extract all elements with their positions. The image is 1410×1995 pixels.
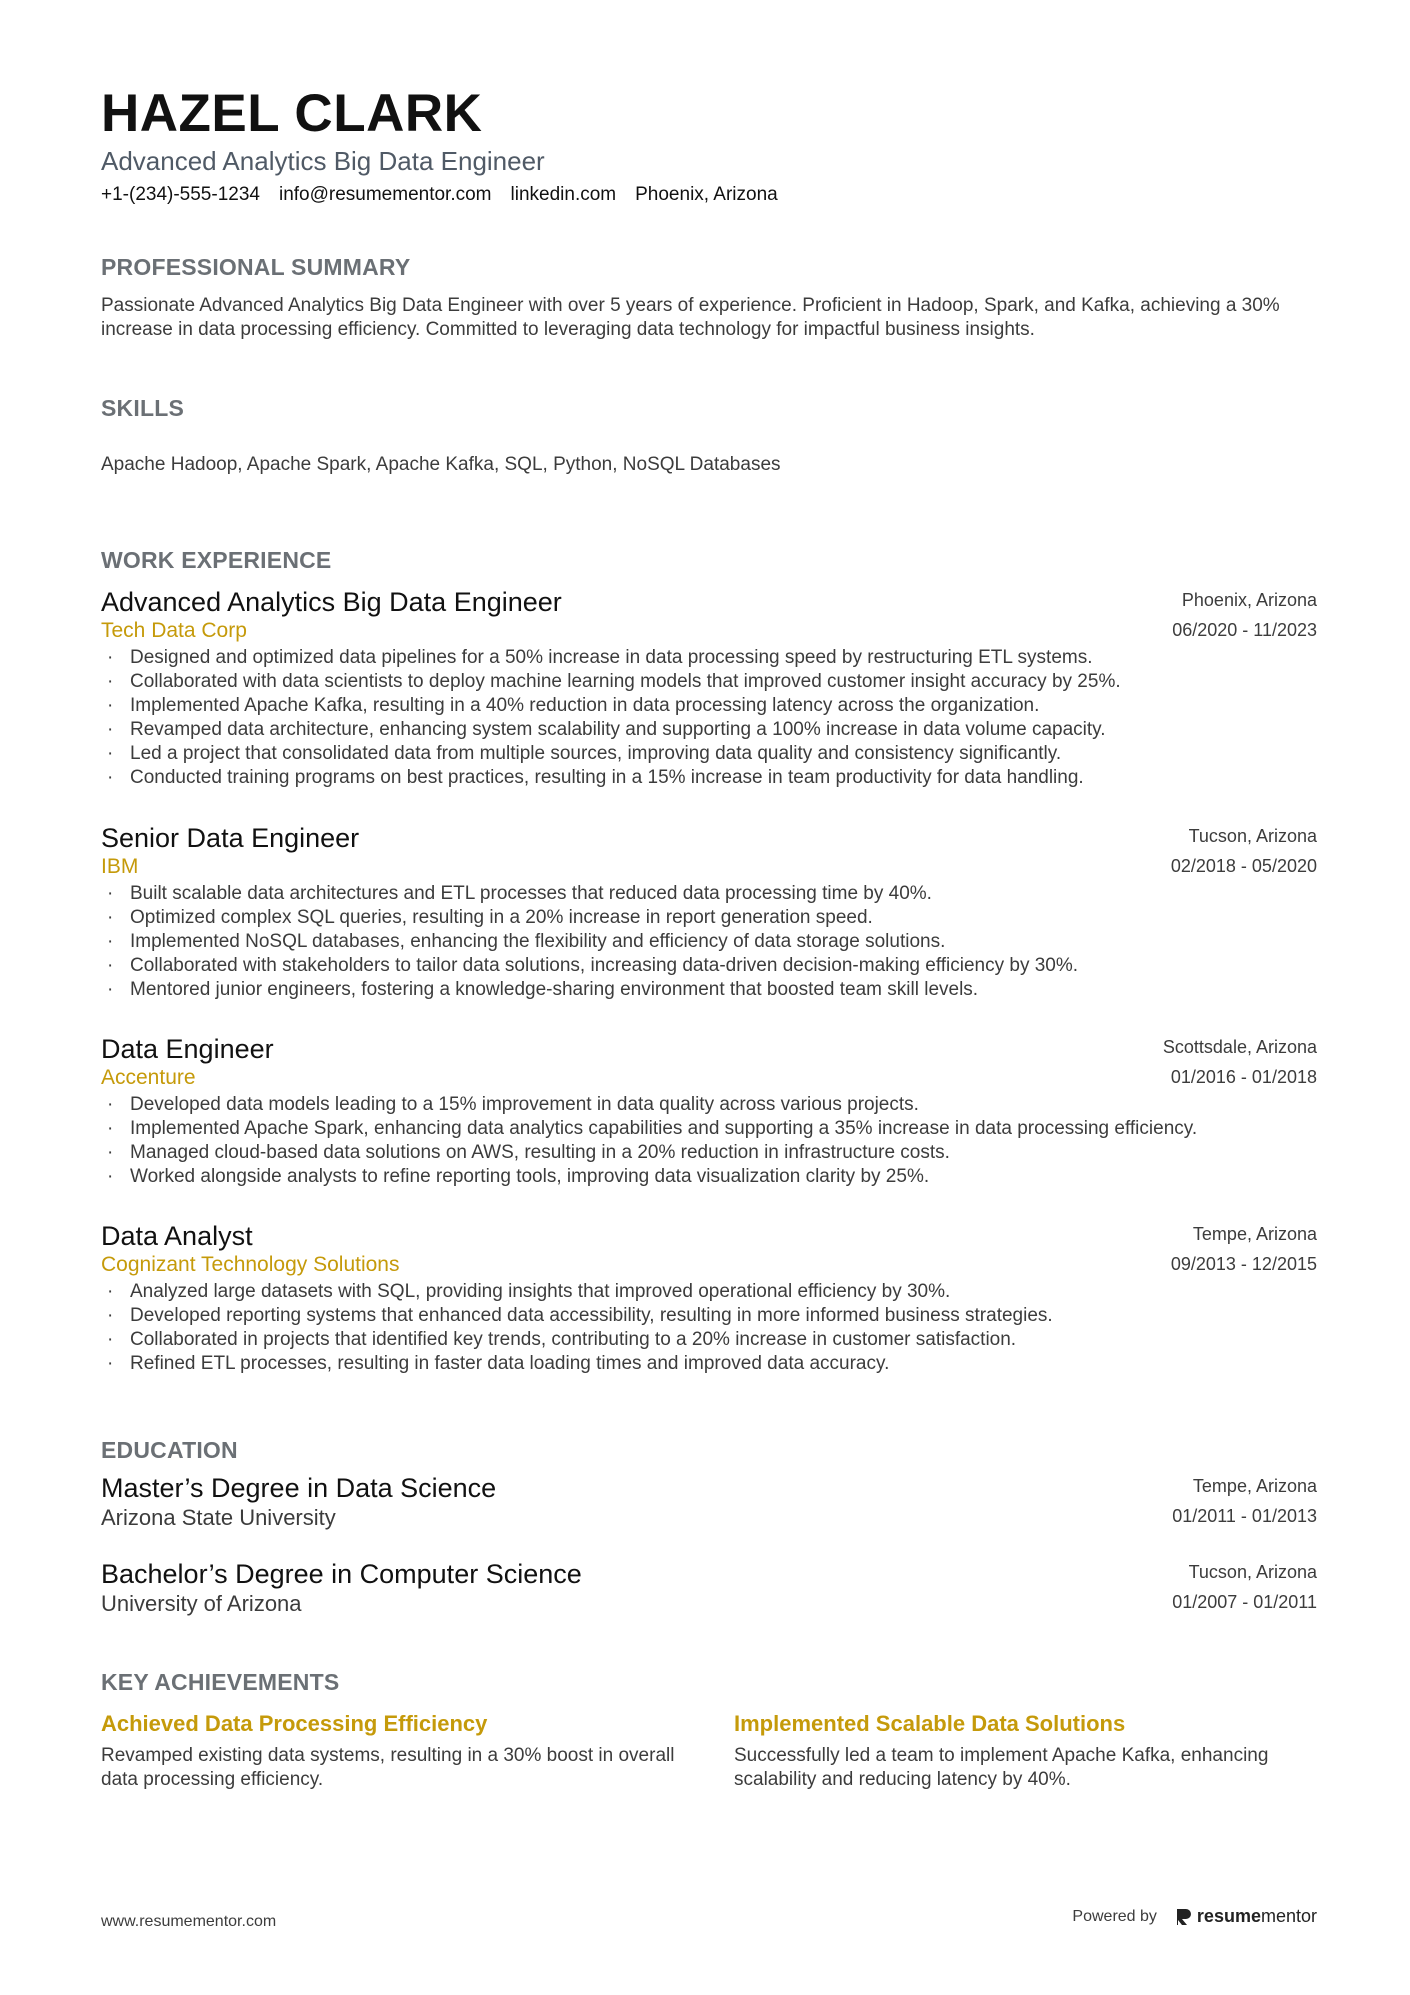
- job-company: Accenture: [101, 1066, 196, 1089]
- job-entry: [101, 1033, 1317, 1189]
- achievement-title: Implemented Scalable Data Solutions: [734, 1711, 1126, 1736]
- job-title: Advanced Analytics Big Data Engineer: [101, 587, 562, 617]
- bullet-item: · Refined ETL processes, resulting in faster data loading times and improved data accuracy.: [101, 1352, 1317, 1376]
- resumementor-logo-icon: [1175, 1907, 1191, 1927]
- bullet-item: · Implemented Apache Spark, enhancing data analytics capabilities and supporting a 35% increase in data processing efficiency.: [101, 1117, 1317, 1141]
- job-company: Tech Data Corp: [101, 619, 247, 642]
- job-location: Tempe, Arizona: [1192, 1224, 1317, 1244]
- bullet-item: · Revamped data architecture, enhancing system scalability and supporting a 100% increase in data volume capacity.: [101, 718, 1317, 742]
- footer-branding: [1072, 1906, 1317, 1927]
- achievement-title: Achieved Data Processing Efficiency: [101, 1711, 488, 1736]
- education-heading: EDUCATION: [101, 1437, 238, 1463]
- job-title: Data Engineer: [101, 1034, 274, 1064]
- bullet-item: · Mentored junior engineers, fostering a knowledge-sharing environment that boosted team skill levels.: [101, 978, 1317, 1002]
- bullet-item: · Built scalable data architectures and ETL processes that reduced data processing time by 40%.: [101, 882, 1317, 906]
- degree-title: Master’s Degree in Data Science: [101, 1473, 497, 1503]
- contact-linkedin: linkedin.com: [510, 184, 617, 205]
- job-bullets: [101, 1093, 1317, 1189]
- job-title: Data Analyst: [101, 1221, 253, 1251]
- job-location: Phoenix, Arizona: [1181, 590, 1317, 610]
- contact-line: [101, 183, 778, 207]
- candidate-title: Advanced Analytics Big Data Engineer: [101, 146, 545, 176]
- job-dates: 09/2013 - 12/2015: [1170, 1254, 1317, 1274]
- education-dates: 01/2011 - 01/2013: [1172, 1506, 1317, 1526]
- skills-heading: SKILLS: [101, 395, 184, 421]
- achievement-item: [101, 1710, 681, 1792]
- job-title: Senior Data Engineer: [101, 823, 360, 853]
- bullet-item: · Implemented NoSQL databases, enhancing the flexibility and efficiency of data storage solutions.: [101, 930, 1317, 954]
- bullet-item: · Conducted training programs on best practices, resulting in a 15% increase in team productivity for data handling.: [101, 766, 1317, 790]
- bullet-item: · Collaborated with stakeholders to tailor data solutions, increasing data-driven decision-making efficiency by 30%.: [101, 954, 1317, 978]
- job-company: Cognizant Technology Solutions: [101, 1253, 400, 1276]
- job-entry: [101, 1220, 1317, 1376]
- job-entry: [101, 822, 1317, 1002]
- job-dates: 06/2020 - 11/2023: [1172, 620, 1317, 640]
- contact-email: info@resumementor.com: [278, 184, 492, 205]
- bullet-item: · Collaborated in projects that identified key trends, contributing to a 20% increase in customer satisfaction.: [101, 1328, 1317, 1352]
- bullet-item: · Collaborated with data scientists to deploy machine learning models that improved customer insight accuracy by 25%.: [101, 670, 1317, 694]
- bullet-item: · Led a project that consolidated data from multiple sources, improving data quality and consistency significantly.: [101, 742, 1317, 766]
- education-location: Tempe, Arizona: [1192, 1476, 1317, 1496]
- footer-website[interactable]: www.resumementor.com: [101, 1913, 277, 1930]
- job-location: Tucson, Arizona: [1188, 826, 1317, 846]
- education-dates: 01/2007 - 01/2011: [1172, 1592, 1317, 1612]
- bullet-item: · Designed and optimized data pipelines for a 50% increase in data processing speed by restructuring ETL systems.: [101, 646, 1317, 670]
- summary-heading: PROFESSIONAL SUMMARY: [101, 254, 411, 280]
- achievement-item: [734, 1710, 1314, 1792]
- contact-location: Phoenix, Arizona: [635, 184, 778, 205]
- job-dates: 01/2016 - 01/2018: [1170, 1067, 1317, 1087]
- job-bullets: [101, 1280, 1317, 1376]
- education-location: Tucson, Arizona: [1188, 1562, 1317, 1582]
- bullet-item: · Developed reporting systems that enhanced data accessibility, resulting in more informed business strategies.: [101, 1304, 1317, 1328]
- education-entry: [101, 1472, 1317, 1532]
- bullet-item: · Worked alongside analysts to refine reporting tools, improving data visualization clarity by 25%.: [101, 1165, 1317, 1189]
- brand-name-light: mentor: [1260, 1906, 1317, 1926]
- experience-heading: WORK EXPERIENCE: [101, 547, 332, 573]
- achievements-heading: KEY ACHIEVEMENTS: [101, 1669, 340, 1695]
- bullet-item: · Analyzed large datasets with SQL, providing insights that improved operational efficiency by 30%.: [101, 1280, 1317, 1304]
- job-bullets: [101, 882, 1317, 1002]
- school-name: University of Arizona: [101, 1591, 302, 1616]
- job-dates: 02/2018 - 05/2020: [1170, 856, 1317, 876]
- contact-phone: +1-(234)-555-1234: [101, 184, 260, 205]
- job-bullets: [101, 646, 1317, 790]
- job-company: IBM: [101, 855, 139, 878]
- bullet-item: · Implemented Apache Kafka, resulting in a 40% reduction in data processing latency across the organization.: [101, 694, 1317, 718]
- summary-text: Passionate Advanced Analytics Big Data Engineer with over 5 years of experience. Proficient in Hadoop, Spark, and Kafka, achieving a 30% increase in data processing efficiency. Committed to leveraging data technology for impactful business insights.: [101, 295, 1280, 340]
- candidate-name: HAZEL CLARK: [101, 84, 483, 143]
- brand-name-bold: resume: [1196, 1906, 1261, 1926]
- brand-logo[interactable]: [1175, 1906, 1317, 1927]
- achievement-text: Successfully led a team to implement Apache Kafka, enhancing scalability and reducing latency by 40%.: [734, 1745, 1269, 1790]
- degree-title: Bachelor’s Degree in Computer Science: [101, 1559, 582, 1589]
- bullet-item: · Optimized complex SQL queries, resulting in a 20% increase in report generation speed.: [101, 906, 1317, 930]
- job-location: Scottsdale, Arizona: [1162, 1037, 1317, 1057]
- education-entry: [101, 1558, 1317, 1618]
- bullet-item: · Developed data models leading to a 15% improvement in data quality across various projects.: [101, 1093, 1317, 1117]
- school-name: Arizona State University: [101, 1505, 336, 1530]
- skills-text: Apache Hadoop, Apache Spark, Apache Kafka, SQL, Python, NoSQL Databases: [101, 454, 781, 475]
- achievement-text: Revamped existing data systems, resulting in a 30% boost in overall data processing efficiency.: [101, 1745, 675, 1790]
- powered-by-label: Powered by: [1072, 1907, 1157, 1925]
- job-entry: [101, 586, 1317, 790]
- bullet-item: · Managed cloud-based data solutions on AWS, resulting in a 20% reduction in infrastructure costs.: [101, 1141, 1317, 1165]
